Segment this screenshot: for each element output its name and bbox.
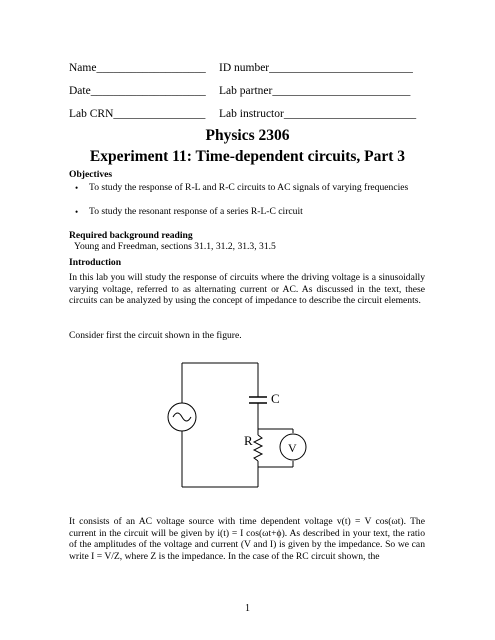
experiment-title: Experiment 11: Time-dependent circuits, Part 3 [89,148,406,165]
lab-instructor-field: Lab instructor_______________________ [219,108,417,120]
capacitor-icon [249,397,267,403]
objective-item: To study the resonant response of a series R-L-C circuit [89,206,303,217]
bullet-icon: • [75,183,79,193]
voltmeter-label: V [288,441,297,455]
intro-paragraph: It consists of an AC voltage source with time dependent voltage v(t) = V cos(ωt). The current in the circuit will be given by i(t) = I cos(ωt+ϕ). As described in your text, the ratio of the amplitudes of the voltage and current (V and I) is given by the impedance. So we can write I = V/Z, where Z is the impedance. In the case of the RC circuit shown, the [69,516,425,562]
reading-text: Young and Freedman, sections 31.1, 31.2, 31.3, 31.5 [74,241,276,252]
lab-partner-field: Lab partner________________________ [219,85,411,97]
bullet-icon: • [75,207,79,217]
name-field: Name___________________ [69,62,206,74]
page-number: 1 [245,603,250,614]
rc-circuit-figure [160,355,310,500]
ac-source-icon [168,403,196,431]
objectives-heading: Objectives [69,169,113,180]
resistor-icon [254,435,262,461]
intro-paragraph: In this lab you will study the response of circuits where the driving voltage is a sinusoidally varying voltage, referred to as alternating current or AC. As discussed in the text, these circuits can be analyzed by using the concept of impedance to describe the circuit elements. [69,272,425,307]
course-title: Physics 2306 [205,127,290,144]
reading-heading: Required background reading [69,230,193,241]
id-number-field: ID number_________________________ [219,62,413,74]
lab-crn-field: Lab CRN________________ [69,108,206,120]
introduction-heading: Introduction [69,257,122,268]
objective-item: To study the response of R-L and R-C circuits to AC signals of varying frequencies [89,182,409,193]
date-field: Date____________________ [69,85,206,97]
capacitor-label: C [271,391,280,406]
intro-paragraph: Consider first the circuit shown in the figure. [69,330,242,341]
resistor-label: R [244,433,253,448]
